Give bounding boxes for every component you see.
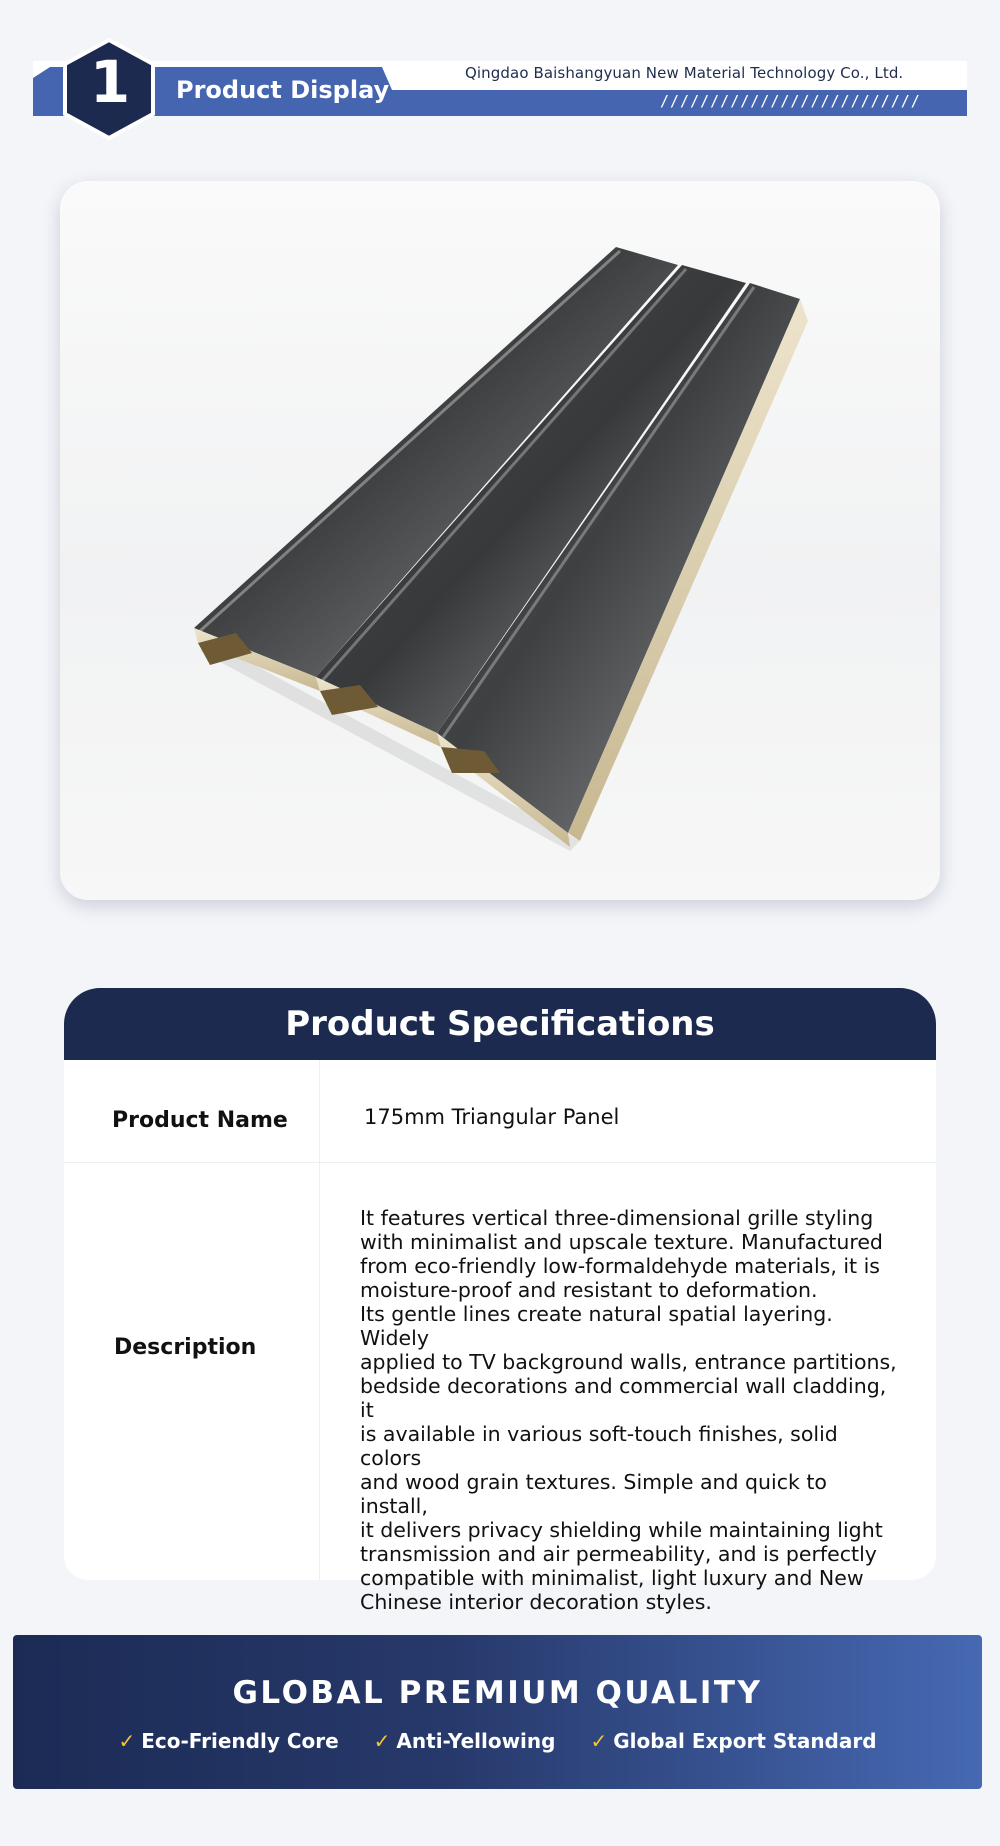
feature-item <box>118 1729 338 1753</box>
feature-item <box>374 1729 556 1753</box>
feature-label: Global Export Standard <box>613 1729 877 1753</box>
product-photo <box>60 181 940 900</box>
spec-row-description <box>64 1163 936 1614</box>
feature-list <box>13 1729 982 1753</box>
feature-item <box>590 1729 876 1753</box>
decorative-slashes: ////////////////////////// <box>660 92 921 110</box>
specifications-title: Product Specifications <box>64 988 936 1060</box>
specifications-table <box>64 988 936 1614</box>
check-icon: ✓ <box>590 1729 608 1753</box>
section-number: 1 <box>89 48 131 116</box>
spec-value: It features vertical three-dimensional grille styling with minimalist and upscale texture. Manufactured from eco-friendly low-formaldehyde materials, it is moisture-proof and resistant to deformation. Its gentle lines create natural spatial layering. Widely applied to TV background walls, entrance partitions, bedside decorations and commercial wall cladding, it is available in various soft-touch finishes, solid colors and wood grain textures. Simple and quick to install, it delivers privacy shielding while maintaining light transmission and air permeability, and is perfectly compatible with minimalist, light luxury and New Chinese interior decoration styles. <box>360 1206 897 1614</box>
feature-label: Eco-Friendly Core <box>141 1729 339 1753</box>
company-name: Qingdao Baishangyuan New Material Technology Co., Ltd. <box>465 64 904 82</box>
check-icon: ✓ <box>118 1729 136 1753</box>
spec-label: Description <box>114 1335 257 1360</box>
banner-title: GLOBAL PREMIUM QUALITY <box>232 1675 763 1711</box>
quality-banner <box>13 1635 982 1789</box>
spec-value: 175mm Triangular Panel <box>364 1105 620 1129</box>
panel-illustration <box>60 181 940 900</box>
spec-label: Product Name <box>112 1108 288 1133</box>
section-title: Product Display <box>176 76 390 104</box>
feature-label: Anti-Yellowing <box>396 1729 556 1753</box>
spec-row-product-name <box>64 1060 936 1163</box>
check-icon: ✓ <box>373 1729 391 1753</box>
section-header <box>0 0 1000 160</box>
